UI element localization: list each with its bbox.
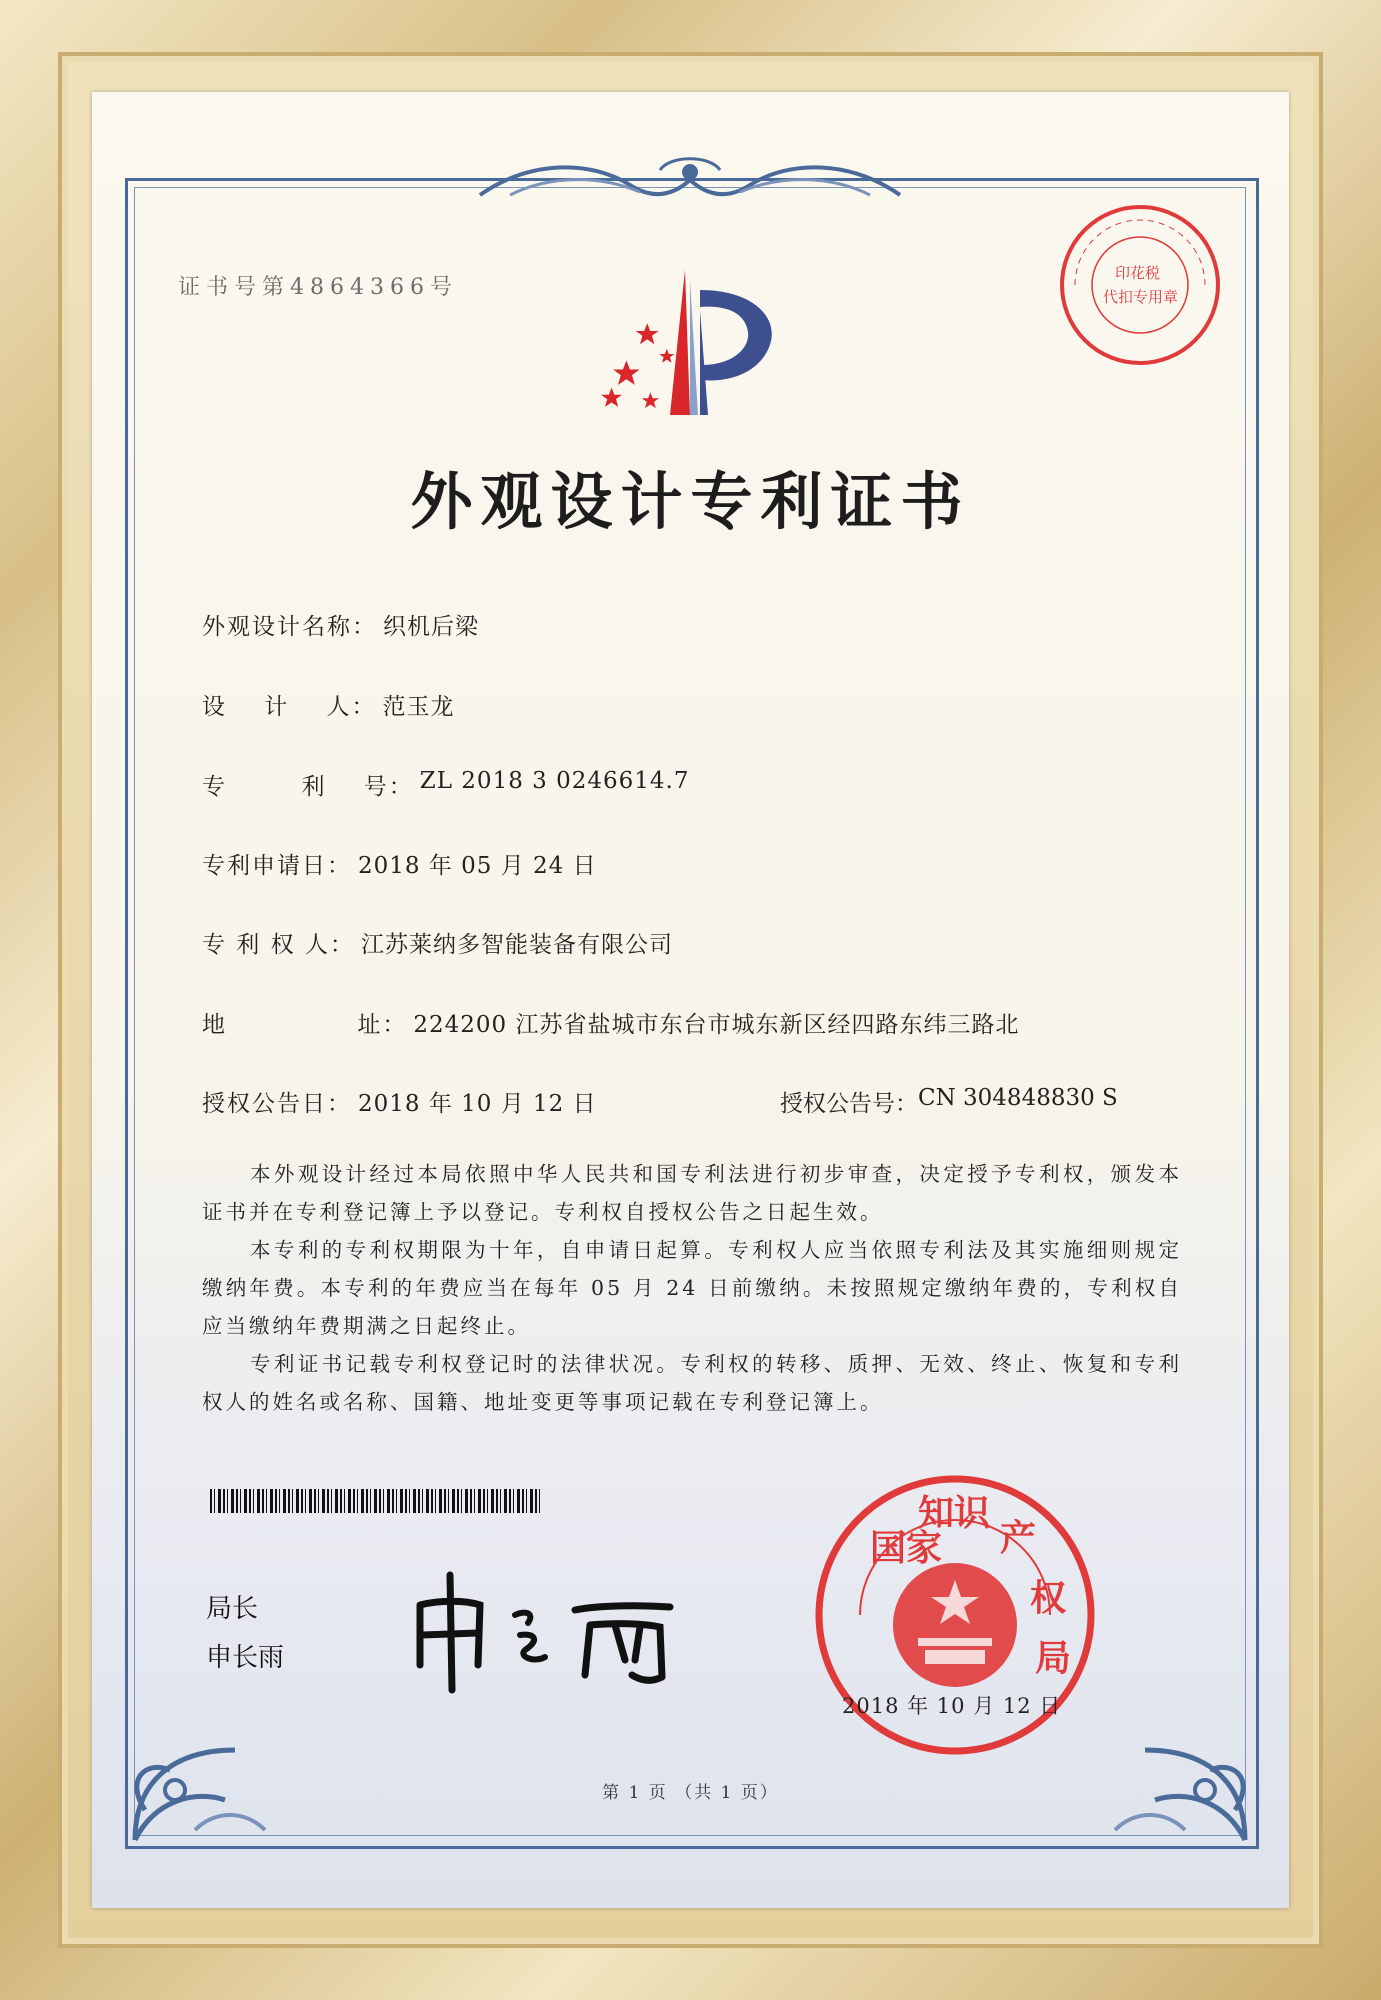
paragraph-term-and-fees: 本专利的专利权期限为十年，自申请日起算。专利权人应当依照专利法及其实施细则规定缴纳年费。本专利的年费应当在每年 05 月 24 日前缴纳。未按照规定缴纳年费的，专利权自应当缴纳年费期满之日起终止。 (202, 1238, 1182, 1338)
filing-date-row (202, 847, 597, 880)
director-title: 局长 (206, 1594, 259, 1624)
svg-text:产: 产 (1000, 1518, 1037, 1559)
grant-date-value: 2018 年 10 月 12 日 (358, 1091, 597, 1117)
grant-number-label: 授权公告号： (780, 1091, 918, 1117)
certificate-number-label: 证书号第 (178, 275, 291, 300)
certificate-number-suffix: 号 (430, 275, 459, 300)
paragraph-grant-statement: 本外观设计经过本局依照中华人民共和国专利法进行初步审查，决定授予专利权，颁发本证书并在专利登记簿上予以登记。专利权自授权公告之日起生效。 (202, 1162, 1182, 1224)
barcode (210, 1489, 540, 1513)
filing-date-value: 2018 年 05 月 24 日 (358, 853, 597, 879)
patentee-row (202, 926, 673, 959)
design-name-label: 外观设计名称： (202, 614, 377, 640)
stamp-duty-seal-icon (1055, 200, 1225, 370)
svg-text:知识: 知识 (918, 1493, 991, 1534)
director-name: 申长雨 (206, 1643, 285, 1673)
svg-text:国家: 国家 (870, 1528, 943, 1569)
designer-label: 设 计 人： (202, 694, 377, 720)
filing-date-label: 专利申请日： (202, 853, 352, 879)
certificate-number (178, 270, 458, 301)
paragraph-legal-status: 专利证书记载专利权登记时的法律状况。专利权的转移、质押、无效、终止、恢复和专利权人的姓名或名称、国籍、地址变更等事项记载在专利登记簿上。 (202, 1352, 1182, 1414)
design-name-value: 织机后梁 (383, 614, 479, 640)
grant-number-row (780, 1085, 1118, 1118)
address-row (202, 1006, 1019, 1039)
patent-office-logo-icon (590, 270, 790, 430)
address-label: 地 址： (202, 1012, 408, 1038)
grant-date-row (202, 1085, 597, 1118)
bottom-right-ornament-icon (1105, 1690, 1265, 1850)
seal-date: 2018 年 10 月 12 日 (842, 1694, 1062, 1718)
svg-text:局: 局 (1035, 1638, 1072, 1679)
svg-text:权: 权 (1030, 1578, 1067, 1619)
address-value: 224200 江苏省盐城市东台市城东新区经四路东纬三路北 (413, 1012, 1020, 1038)
director-signature-icon (400, 1565, 700, 1695)
stamp-duty-seal-line1: 印花税 (1115, 264, 1161, 282)
certificate-number-value: 4864366 (290, 275, 430, 300)
designer-row (202, 688, 455, 721)
grant-number-value: CN 304848830 S (918, 1085, 1118, 1111)
designer-value: 范玉龙 (382, 694, 455, 720)
stamp-duty-seal-line2: 代扣专用章 (1103, 288, 1179, 306)
certificate-title: 外观设计专利证书 (410, 465, 971, 538)
bottom-left-ornament-icon (115, 1690, 275, 1850)
patentee-label: 专 利 权 人： (202, 932, 355, 958)
patent-number-value: ZL 2018 3 0246614.7 (419, 768, 690, 794)
grant-date-label: 授权公告日： (202, 1091, 352, 1117)
patent-number-row (202, 768, 689, 801)
design-name-row (202, 608, 479, 641)
patentee-value: 江苏莱纳多智能装备有限公司 (360, 932, 673, 958)
page-number: 第 1 页 （共 1 页） (602, 1783, 779, 1803)
top-ornament-icon (470, 150, 910, 210)
patent-number-label: 专 利 号： (202, 774, 414, 800)
